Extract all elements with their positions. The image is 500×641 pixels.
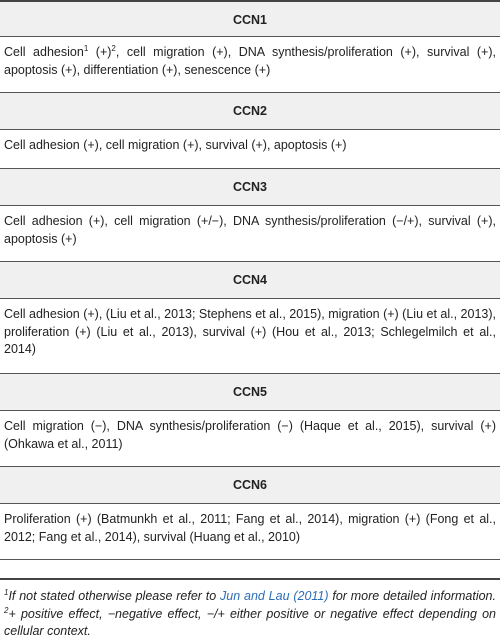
footnote-text: + positive effect, −negative effect, −/+ either positive or negative effect depending on cellular context. — [4, 606, 496, 638]
table-row-ccn4: Cell adhesion (+), (Liu et al., 2013; Stephens et al., 2015), migration (+) (Liu et al., 2013), proliferation (+) (Liu et al., 2013), survival (+) (Hou et al., 2013; Schlegelmilch et al., 2014) — [0, 298, 500, 374]
table-row-ccn3: Cell adhesion (+), cell migration (+/−), DNA synthesis/proliferation (−/+), survival (+), apoptosis (+) — [0, 205, 500, 262]
superscript: 1 — [83, 44, 89, 53]
table-footnote — [0, 578, 500, 641]
footnote-text: for more detailed information. — [328, 589, 496, 603]
table-header-ccn1: CCN1 — [0, 0, 500, 36]
table-row-ccn1 — [0, 36, 500, 93]
cell-text: (+) — [88, 45, 112, 59]
cell-text: Cell adhesion — [4, 45, 84, 59]
superscript: 2 — [4, 605, 9, 615]
table-row-ccn2: Cell adhesion (+), cell migration (+), survival (+), apoptosis (+) — [0, 129, 500, 169]
reference-link[interactable]: Jun and Lau (2011) — [220, 589, 329, 603]
superscript: 1 — [4, 588, 9, 597]
table-row-ccn6: Proliferation (+) (Batmunkh et al., 2011; Fang et al., 2014), migration (+) (Fong et al., 2012; Fang et al., 2014), survival (Huang et al., 2010) — [0, 503, 500, 560]
table-header-ccn6: CCN6 — [0, 467, 500, 503]
table-header-ccn4: CCN4 — [0, 262, 500, 298]
cell-text: , cell migration (+), DNA synthesis/proliferation (+), survival (+), apoptosis (+), differentiation (+), senescence (+) — [4, 45, 496, 77]
superscript: 2 — [111, 44, 116, 53]
footnote-text: If not stated otherwise please refer to — [8, 589, 221, 603]
table-row-ccn5: Cell migration (−), DNA synthesis/proliferation (−) (Haque et al., 2015), survival (+) (Ohkawa et al., 2011) — [0, 410, 500, 467]
table-header-ccn2: CCN2 — [0, 93, 500, 129]
table-header-ccn3: CCN3 — [0, 169, 500, 205]
table-header-ccn5: CCN5 — [0, 374, 500, 410]
